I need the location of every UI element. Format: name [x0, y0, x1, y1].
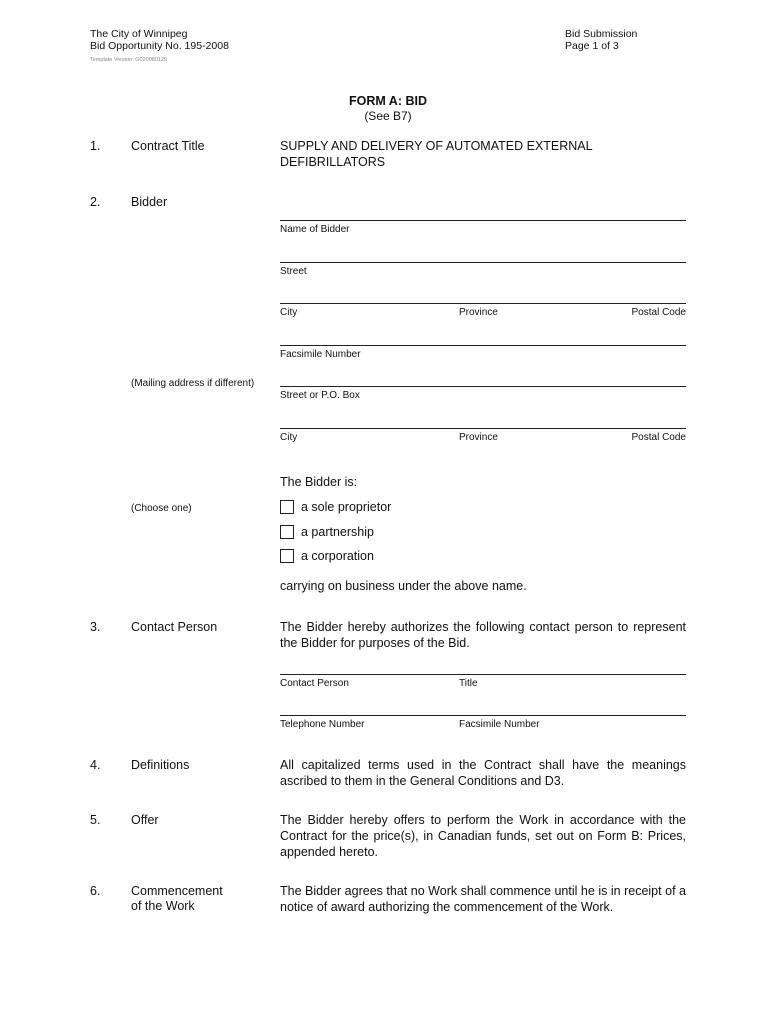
mailing-city-label: City: [280, 432, 298, 443]
template-version: Template Version: G020080129: [90, 57, 168, 63]
street-po-line[interactable]: [280, 386, 686, 387]
bidder-is-text: The Bidder is:: [280, 475, 358, 489]
mailing-province-label: Province: [459, 432, 498, 443]
city-label: City: [280, 307, 298, 318]
partnership-label: a partnership: [301, 525, 374, 539]
title-field-label: Title: [459, 678, 478, 689]
header-bid-opportunity: Bid Opportunity No. 195-2008: [90, 40, 229, 52]
choose-one-note: (Choose one): [131, 503, 192, 514]
contact-person-line[interactable]: [280, 674, 686, 675]
offer-text: The Bidder hereby offers to perform the Work in accordance with the Contract for the price(s), in Canadian funds, set out on Form B: Prices, appended hereto.: [280, 813, 686, 859]
province-label: Province: [459, 307, 498, 318]
carrying-on-text: carrying on business under the above name.: [280, 579, 527, 593]
contact-person-field-label: Contact Person: [280, 678, 349, 689]
corporation-checkbox[interactable]: [280, 549, 294, 563]
section-2-number: 2.: [90, 195, 101, 209]
header-page-number: Page 1 of 3: [565, 40, 619, 52]
section-1-number: 1.: [90, 139, 101, 153]
street-line[interactable]: [280, 262, 686, 263]
section-3-number: 3.: [90, 620, 101, 634]
facsimile-label: Facsimile Number: [280, 349, 361, 360]
telephone-facsimile-line[interactable]: [280, 715, 686, 716]
postal-code-label: Postal Code: [631, 307, 686, 318]
commencement-text: The Bidder agrees that no Work shall commence until he is in receipt of a notice of award authorizing the commencement of the Work.: [280, 884, 686, 914]
contract-title-line1: SUPPLY AND DELIVERY OF AUTOMATED EXTERNAL: [280, 139, 593, 153]
header-submission: Bid Submission: [565, 28, 638, 40]
mailing-postal-code-label: Postal Code: [631, 432, 686, 443]
mailing-address-note: (Mailing address if different): [131, 378, 255, 389]
mailing-city-line[interactable]: [280, 428, 686, 429]
definitions-text: All capitalized terms used in the Contract shall have the meanings ascribed to them in the General Conditions and D3.: [280, 758, 686, 788]
name-of-bidder-label: Name of Bidder: [280, 224, 350, 235]
contact-facsimile-field-label: Facsimile Number: [459, 719, 540, 730]
form-title: FORM A: BID: [349, 94, 427, 108]
telephone-field-label: Telephone Number: [280, 719, 365, 730]
sole-proprietor-label: a sole proprietor: [301, 500, 392, 514]
section-1-label: Contract Title: [131, 139, 205, 153]
section-6-label-line2: of the Work: [131, 899, 195, 913]
contract-title-line2: DEFIBRILLATORS: [280, 155, 386, 169]
section-6-label-line1: Commencement: [131, 884, 223, 898]
partnership-checkbox[interactable]: [280, 525, 294, 539]
section-6-number: 6.: [90, 884, 101, 898]
corporation-label: a corporation: [301, 549, 374, 563]
street-label: Street: [280, 266, 307, 277]
form-subtitle: (See B7): [364, 109, 412, 123]
section-2-label: Bidder: [131, 195, 168, 209]
facsimile-line[interactable]: [280, 345, 686, 346]
sole-proprietor-checkbox[interactable]: [280, 500, 294, 514]
header-org: The City of Winnipeg: [90, 28, 188, 40]
section-3-label: Contact Person: [131, 620, 218, 634]
section-4-label: Definitions: [131, 758, 190, 772]
street-po-label: Street or P.O. Box: [280, 390, 360, 401]
city-province-postal-line[interactable]: [280, 303, 686, 304]
section-5-label: Offer: [131, 813, 159, 827]
section-4-number: 4.: [90, 758, 101, 772]
name-of-bidder-line[interactable]: [280, 220, 686, 221]
contact-person-text: The Bidder hereby authorizes the following contact person to represent the Bidder for purposes of the Bid.: [280, 620, 686, 650]
section-5-number: 5.: [90, 813, 101, 827]
